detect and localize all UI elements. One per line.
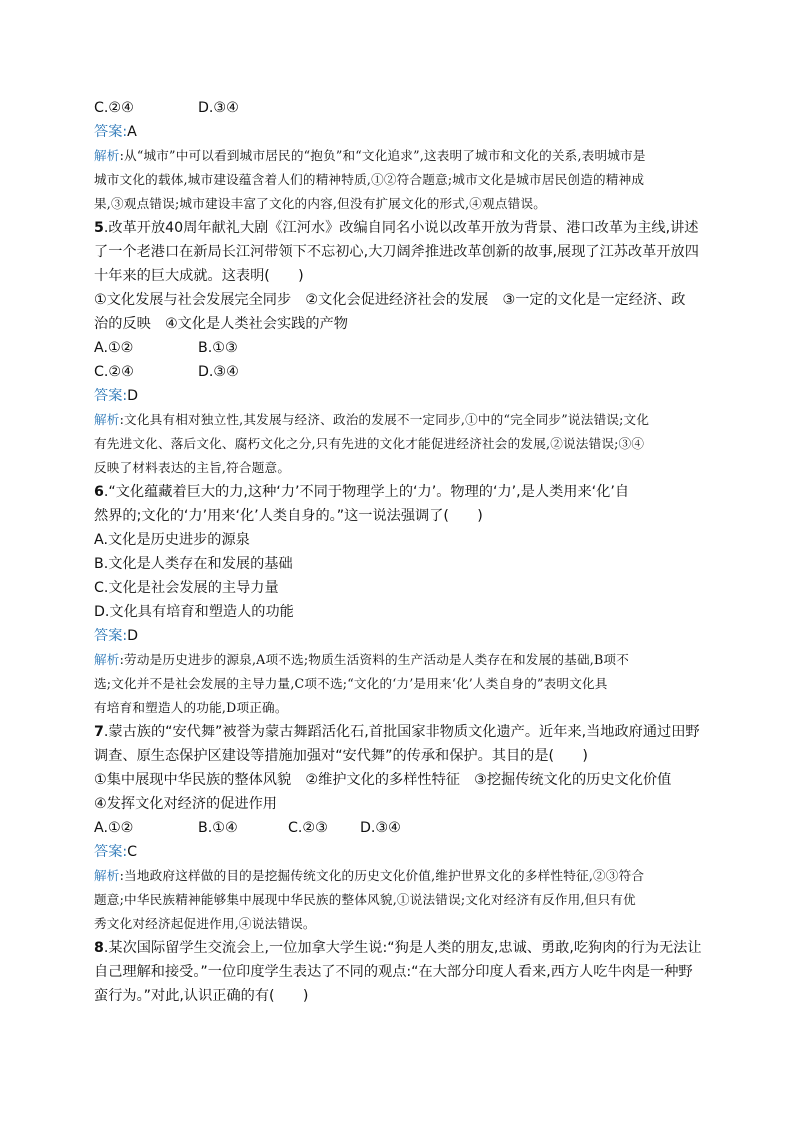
q5-statement-line: 治的反映 ④文化是人类社会实践的产物 — [94, 316, 348, 332]
explanation-label: 解析 — [94, 148, 120, 163]
q5-stem-line: 5.改革开放40周年献礼大剧《江河水》改编自同名小说以改革开放为背景、港口改革为主线,讲述 — [94, 220, 699, 236]
answer-value: D — [127, 628, 139, 644]
q6-option-c: C.文化是社会发展的主导力量 — [94, 580, 279, 596]
q7-option-a: A.①② — [94, 820, 134, 836]
q5-explanation-line: 有先进文化、落后文化、腐朽文化之分,只有先进的文化才能促进经济社会的发展,②说法错误;③④ — [94, 436, 645, 451]
q7-statement-line: ①集中展现中华民族的整体风貌 ②维护文化的多样性特征 ③挖掘传统文化的历史文化价值 — [94, 772, 672, 788]
explanation-label: 解析 — [94, 412, 120, 427]
q7-option-c: C.②③ — [288, 820, 328, 836]
question-number: 6 — [94, 484, 104, 500]
question-number: 7 — [94, 724, 104, 740]
q5-explanation-line: 解析:文化具有相对独立性,其发展与经济、政治的发展不一定同步,①中的“完全同步”说法错误;文化 — [94, 412, 650, 427]
answer-label: 答案: — [94, 124, 128, 140]
answer-value: C — [127, 844, 138, 860]
q7-options-row — [94, 816, 702, 840]
answer-label: 答案: — [94, 844, 128, 860]
q6-option-d: D.文化具有培育和塑造人的功能 — [94, 604, 294, 620]
q5-options-row — [94, 360, 702, 384]
q8-stem-line: 蛮行为。”对此,认识正确的有( ) — [94, 988, 309, 1004]
question-number: 8 — [94, 940, 104, 956]
q4-options-row — [94, 96, 702, 120]
document-page — [94, 96, 702, 1008]
answer-label: 答案: — [94, 388, 128, 404]
q5-options-row — [94, 336, 702, 360]
explanation-label: 解析 — [94, 652, 120, 667]
q5-option-d: D.③④ — [198, 364, 239, 380]
answer-label: 答案: — [94, 628, 128, 644]
q6-explanation-line: 有培育和塑造人的功能,D项正确。 — [94, 700, 288, 715]
q7-explanation-line: 秀文化对经济起促进作用,④说法错误。 — [94, 916, 316, 931]
q5-option-c: C.②④ — [94, 364, 134, 380]
q4-explanation-line: 城市文化的载体,城市建设蕴含着人们的精神特质,①②符合题意;城市文化是城市居民创造的精神成 — [94, 172, 645, 187]
q5-answer — [94, 384, 702, 408]
question-number: 5 — [94, 220, 104, 236]
answer-value: A — [127, 124, 137, 140]
q4-answer — [94, 120, 702, 144]
q4-option-c: C.②④ — [94, 100, 134, 116]
q8-stem-line: 自己理解和接受。”一位印度学生表达了不同的观点:“在大部分印度人看来,西方人吃牛肉是一种野 — [94, 964, 693, 980]
q5-statement-line: ①文化发展与社会发展完全同步 ②文化会促进经济社会的发展 ③一定的文化是一定经济、政 — [94, 292, 686, 308]
q7-statement-line: ④发挥文化对经济的促进作用 — [94, 796, 277, 812]
explanation-label: 解析 — [94, 868, 120, 883]
q7-explanation-line: 题意;中华民族精神能够集中展现中华民族的整体风貌,①说法错误;文化对经济有反作用,但只有优 — [94, 892, 636, 907]
q5-stem-line: 十年来的巨大成就。这表明( ) — [94, 268, 304, 284]
q6-option-b: B.文化是人类存在和发展的基础 — [94, 556, 293, 572]
q6-answer — [94, 624, 702, 648]
q6-explanation-line: 解析:劳动是历史进步的源泉,A项不选;物质生活资料的生产活动是人类存在和发展的基础,B项不 — [94, 652, 630, 667]
q5-explanation-line: 反映了材料表达的主旨,符合题意。 — [94, 460, 291, 475]
q4-explanation-line: 解析:从“城市”中可以看到城市居民的“抱负”和“文化追求”,这表明了城市和文化的关系,表明城市是 — [94, 148, 646, 163]
q7-stem-line: 调查、原生态保护区建设等措施加强对“安代舞”的传承和保护。其目的是( ) — [94, 748, 588, 764]
q5-stem-line: 了一个老港口在新局长江河带领下不忘初心,大刀阔斧推进改革创新的故事,展现了江苏改革开放四 — [94, 244, 699, 260]
q5-option-b: B.①③ — [198, 340, 238, 356]
q6-option-a: A.文化是历史进步的源泉 — [94, 532, 250, 548]
q8-stem-line: 8.某次国际留学生交流会上,一位加拿大学生说:“狗是人类的朋友,忠诚、勇敢,吃狗肉的行为无法让 — [94, 940, 702, 956]
q7-answer — [94, 840, 702, 864]
q7-explanation-line: 解析:当地政府这样做的目的是挖掘传统文化的历史文化价值,维护世界文化的多样性特征,②③符合 — [94, 868, 645, 883]
q7-option-b: B.①④ — [198, 820, 238, 836]
q5-option-a: A.①② — [94, 340, 134, 356]
q6-stem-line: 然界的;文化的‘力’用来‘化’人类自身的。”这一说法强调了( ) — [94, 508, 483, 524]
q6-explanation-line: 选;文化并不是社会发展的主导力量,C项不选;“文化的‘力’是用来‘化’人类自身的”表明文化具 — [94, 676, 608, 691]
answer-value: D — [127, 388, 139, 404]
q4-option-d: D.③④ — [198, 100, 239, 116]
q4-explanation-line: 果,③观点错误;城市建设丰富了文化的内容,但没有扩展文化的形式,④观点错误。 — [94, 196, 547, 211]
q7-option-d: D.③④ — [360, 820, 401, 836]
q7-stem-line: 7.蒙古族的“安代舞”被誉为蒙古舞蹈活化石,首批国家非物质文化遗产。近年来,当地政府通过田野 — [94, 724, 700, 740]
q6-stem-line: 6.“文化蕴藏着巨大的力,这种‘力’不同于物理学上的‘力’。物理的‘力’,是人类用来‘化’自 — [94, 484, 630, 500]
